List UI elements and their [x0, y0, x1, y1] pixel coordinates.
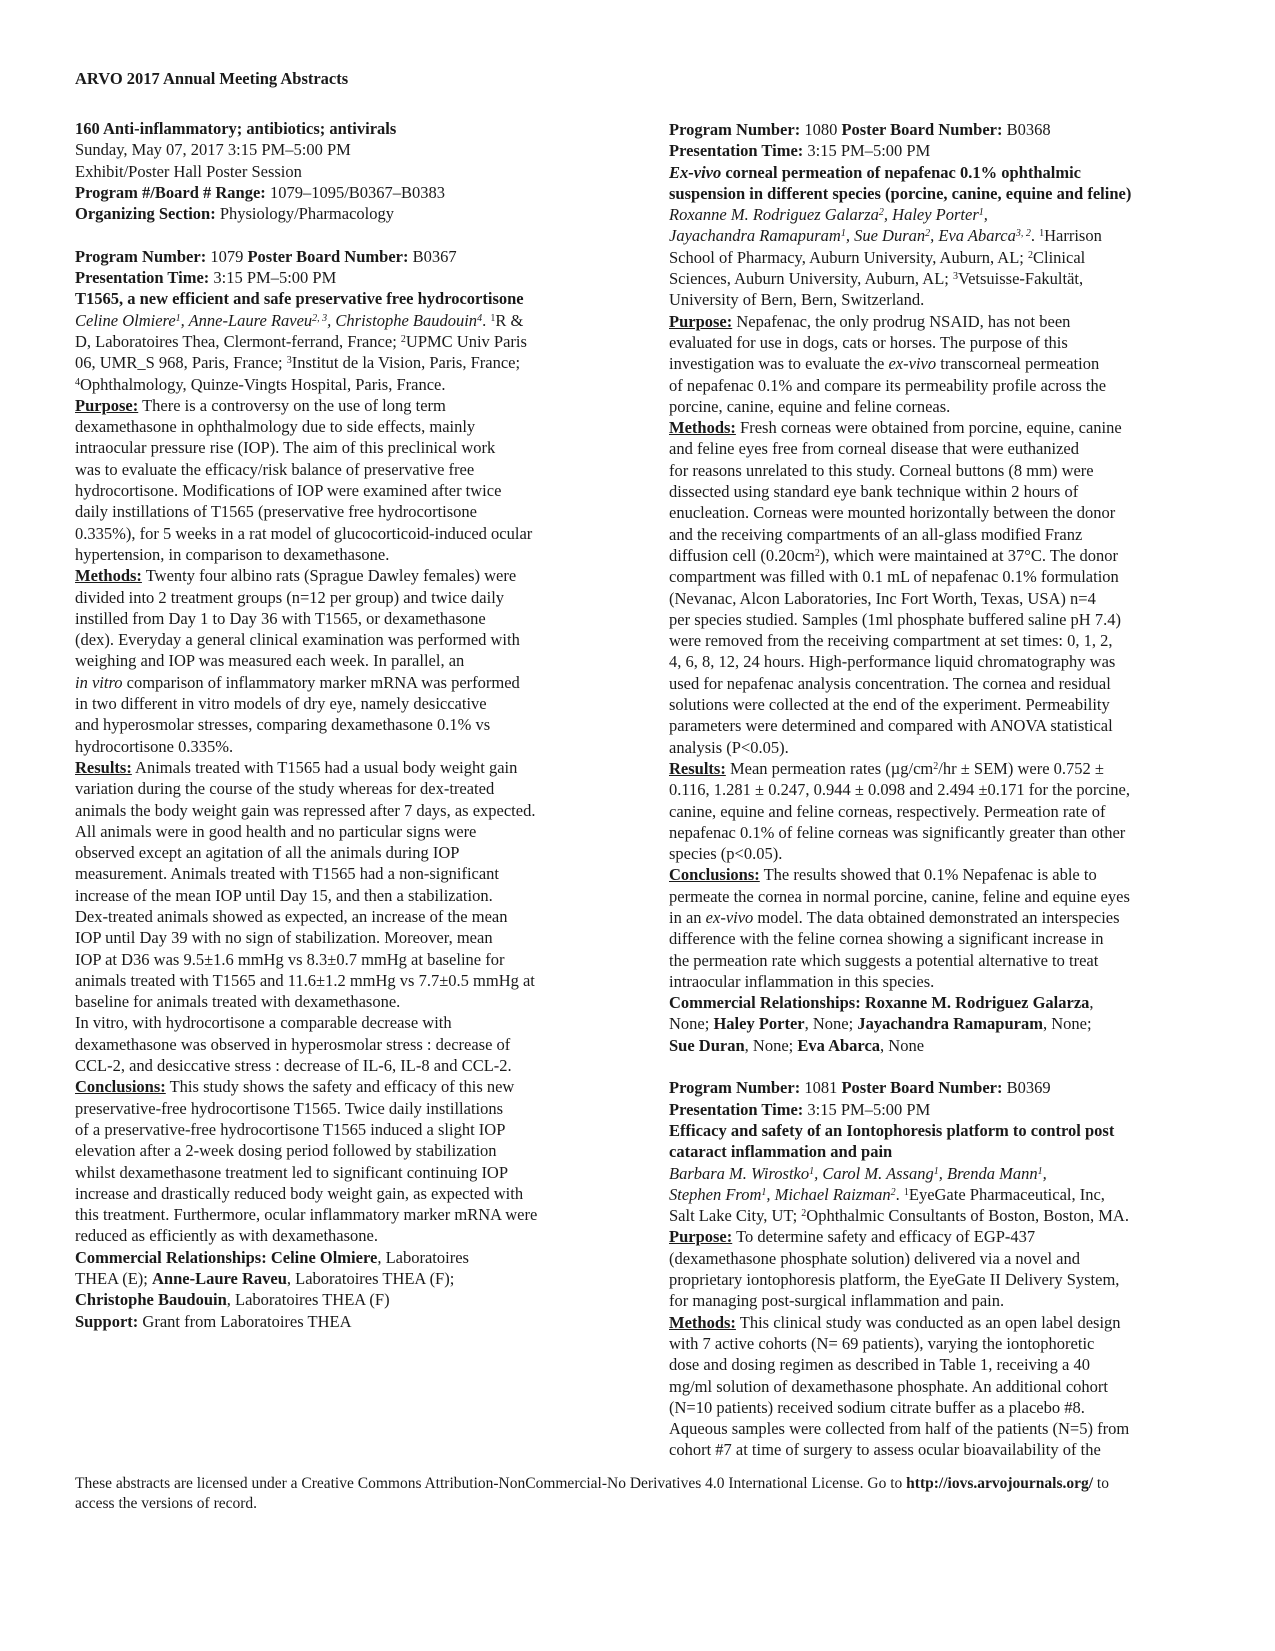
results-text: measurement. Animals treated with T1565 had a non-significant: [75, 864, 500, 884]
support-label: Support:: [75, 1311, 139, 1331]
author: , Michael Raizman: [766, 1184, 891, 1204]
purpose-text: was to evaluate the efficacy/risk balance of preservative free: [75, 459, 475, 479]
conclusions-text: this treatment. Furthermore, ocular inflammatory marker mRNA were: [75, 1205, 538, 1225]
affiliation: .: [482, 310, 491, 330]
methods-text: cohort #7 at time of surgery to assess ocular bioavailability of the: [669, 1440, 1101, 1460]
methods-line: [669, 417, 1194, 438]
conclusions-text: whilst dexamethasone treatment led to significant continuing IOP: [75, 1162, 509, 1182]
results-label: Results:: [75, 757, 132, 777]
methods-line: [75, 565, 600, 586]
methods-text: analysis (P<0.05).: [669, 737, 789, 757]
conclusions-text: intraocular inflammation in this species.: [669, 971, 935, 991]
program-label: Program Number:: [75, 246, 207, 266]
cr-name: Eva Abarca: [797, 1035, 881, 1055]
authors: [669, 204, 1194, 225]
methods-text: and feline eyes free from corneal disease that were euthanized: [669, 439, 1079, 459]
sup: 3: [952, 271, 958, 283]
results-text: Mean permeation rates (µg/cm: [725, 758, 934, 778]
purpose-label: Purpose:: [669, 311, 733, 331]
session-location: Exhibit/Poster Hall Poster Session: [75, 161, 302, 181]
methods-text: mg/ml solution of dexamethasone phosphate. An additional cohort: [669, 1376, 1109, 1396]
affiliation-line: [75, 374, 600, 395]
methods-label: Methods:: [669, 1312, 736, 1332]
range-value: 1079–1095/B0367–B0383: [265, 182, 446, 202]
affiliation: 06, UMR_S 968, Paris, France;: [75, 353, 287, 373]
session-section: [75, 203, 600, 224]
results-text: baseline for animals treated with dexamethasone.: [75, 992, 401, 1012]
cr-text: , None;: [1042, 1014, 1092, 1034]
sup: 4: [75, 376, 80, 388]
purpose-label: Purpose:: [75, 395, 139, 415]
author: ,: [983, 205, 988, 225]
methods-text: in two different in vitro models of dry eye, namely desiccative: [75, 694, 487, 714]
board-label: Poster Board Number:: [841, 1078, 1003, 1098]
purpose-text: Nepafenac, the only prodrug NSAID, has not been: [732, 311, 1071, 331]
abstract-title: suspension in different species (porcine, canine, equine and feline): [669, 183, 1132, 203]
results-text: /hr ± SEM) were 0.752 ±: [938, 758, 1104, 778]
results-text: increase of the mean IOP until Day 15, and then a stabilization.: [75, 885, 493, 905]
methods-text: [669, 545, 1194, 566]
methods-text: (dex). Everyday a general clinical examination was performed with: [75, 630, 520, 650]
sup: 1: [490, 312, 496, 324]
methods-text: instilled from Day 1 to Day 36 with T1565, or dexamethasone: [75, 608, 486, 628]
journal-link[interactable]: http://iovs.arvojournals.org/: [906, 1475, 1094, 1492]
session-date: Sunday, May 07, 2017 3:15 PM–5:00 PM: [75, 140, 351, 160]
methods-text: divided into 2 treatment groups (n=12 per group) and twice daily: [75, 587, 505, 607]
title-text: corneal permeation of nepafenac 0.1% ophthalmic: [721, 162, 1081, 182]
commercial-line: [669, 992, 1194, 1013]
author: Jayachandra Ramapuram: [669, 226, 841, 246]
methods-text: dose and dosing regimen as described in Table 1, receiving a 40: [669, 1355, 1090, 1375]
conclusions-text: of a preservative-free hydrocortisone T1565 induced a slight IOP: [75, 1119, 506, 1139]
purpose-label: Purpose:: [669, 1227, 733, 1247]
affiliation: .: [1030, 226, 1040, 246]
abstract-title: [669, 162, 1194, 183]
methods-text: solutions were collected at the end of the experiment. Permeability: [669, 695, 1110, 715]
time-value: 3:15 PM–5:00 PM: [803, 141, 931, 161]
methods-text: Fresh corneas were obtained from porcine, equine, canine: [735, 418, 1122, 438]
methods-text: per species studied. Samples (1ml phosphate buffered saline pH 7.4): [669, 609, 1121, 629]
results-text: animals the body weight gain was repressed after 7 days, as expected.: [75, 800, 536, 820]
methods-text: [75, 672, 600, 693]
results-text: Animals treated with T1565 had a usual body weight gain: [131, 757, 518, 777]
footer-line: access the versions of record.: [75, 1495, 258, 1512]
author: Celine Olmiere: [75, 310, 176, 330]
methods-line: [669, 1312, 1194, 1333]
cr-text: , Laboratoires: [377, 1247, 469, 1267]
author: , Carol M. Assang: [814, 1163, 934, 1183]
conclusions-text: increase and drastically reduced body weight gain, as expected with: [75, 1183, 524, 1203]
time-label: Presentation Time:: [669, 1099, 804, 1119]
time-label: Presentation Time:: [669, 141, 804, 161]
conclusions-line: [75, 1076, 600, 1097]
methods-text: and the receiving compartments of an all-glass modified Franz: [669, 524, 1083, 544]
purpose-text: intraocular pressure rise (IOP). The aim of this preclinical work: [75, 438, 496, 458]
cr-name: Haley Porter: [713, 1014, 805, 1034]
commercial-label: Commercial Relationships:: [75, 1247, 267, 1267]
conclusions-text: reduced as efficiently as with dexamethasone.: [75, 1226, 378, 1246]
sup: 2: [878, 207, 884, 219]
sup: 1: [175, 312, 181, 324]
board-label: Poster Board Number:: [247, 246, 409, 266]
program-label: Program Number:: [669, 120, 801, 139]
purpose-text: To determine safety and efficacy of EGP-437: [732, 1227, 1036, 1247]
methods-label: Methods:: [669, 418, 736, 438]
results-text: observed except an agitation of all the animals during IOP: [75, 843, 460, 863]
cr-text: None;: [669, 1014, 714, 1034]
cr-name: Celine Olmiere: [266, 1247, 378, 1267]
footer-line: [75, 1474, 1205, 1494]
methods-text: with 7 active cohorts (N= 69 patients), varying the iontophoretic: [669, 1333, 1095, 1353]
results-label: Results:: [669, 758, 726, 778]
methods-text: Aqueous samples were collected from half of the patients (N=5) from: [669, 1419, 1130, 1439]
sup: 4: [477, 312, 483, 324]
methods-text: and hyperosmolar stresses, comparing dexamethasone 0.1% vs: [75, 715, 491, 735]
purpose-line: [669, 311, 1194, 332]
conclusions-text: preservative-free hydrocortisone T1565. Twice daily instillations: [75, 1098, 504, 1118]
program-number: 1079: [206, 246, 248, 266]
author: Barbara M. Wirostko: [669, 1163, 810, 1183]
sup: 3, 2: [1015, 228, 1031, 240]
cr-name: Sue Duran: [669, 1035, 745, 1055]
methods-text: Twenty four albino rats (Sprague Dawley females) were: [141, 566, 517, 586]
affiliation: Ophthalmology, Quinze-Vingts Hospital, Paris, France.: [80, 374, 446, 394]
program-line: [75, 246, 600, 267]
commercial-line: [75, 1247, 600, 1268]
sup: 2: [1028, 249, 1033, 261]
sup: 1: [1039, 228, 1045, 240]
cr-name: Christophe Baudouin: [75, 1290, 227, 1310]
abstract-title: T1565, a new efficient and safe preservative free hydrocortisone: [75, 289, 524, 309]
methods-text: diffusion cell (0.20cm: [669, 545, 815, 565]
time-line: [669, 140, 1194, 161]
conclusions-text: [669, 907, 1194, 928]
commercial-line: [75, 1268, 600, 1289]
cr-text: THEA (E);: [75, 1269, 152, 1289]
purpose-text: evaluated for use in dogs, cats or horses. The purpose of this: [669, 332, 1068, 352]
methods-text: comparison of inflammatory marker mRNA was performed: [122, 672, 520, 692]
results-text: IOP at D36 was 9.5±1.6 mmHg vs 8.3±0.7 mmHg at baseline for: [75, 949, 505, 969]
results-text: IOP until Day 39 with no sign of stabilization. Moreover, mean: [75, 928, 493, 948]
methods-text: weighing and IOP was measured each week. In parallel, an: [75, 651, 465, 671]
purpose-text: proprietary iontophoresis platform, the EyeGate II Delivery System,: [669, 1270, 1120, 1290]
purpose-text: transcorneal permeation: [936, 354, 1100, 374]
purpose-text: for managing post-surgical inflammation and pain.: [669, 1291, 1005, 1311]
methods-text: enucleation. Corneas were mounted horizontally between the donor: [669, 503, 1116, 523]
purpose-text: hydrocortisone. Modifications of IOP were examined after twice: [75, 481, 502, 501]
author: Stephen From: [669, 1184, 762, 1204]
board-number: B0369: [1002, 1078, 1051, 1098]
range-label: Program #/Board # Range:: [75, 182, 266, 202]
sup: 3: [286, 355, 292, 367]
time-value: 3:15 PM–5:00 PM: [803, 1099, 931, 1119]
author: , Haley Porter: [883, 205, 979, 225]
affiliation-line: [75, 352, 600, 373]
conclusions-text: The results showed that 0.1% Nepafenac is able to: [759, 865, 1097, 885]
purpose-italic: ex-vivo: [888, 354, 937, 374]
affiliation-line: [75, 331, 600, 352]
purpose-text: 0.335%), for 5 weeks in a rat model of glucocorticoid-induced ocular: [75, 523, 533, 543]
program-label: Program Number:: [669, 1078, 801, 1098]
author: , Anne-Laure Raveu: [180, 310, 313, 330]
methods-text: parameters were determined and compared with ANOVA statistical: [669, 716, 1113, 736]
cr-text: , Laboratoires THEA (F): [226, 1290, 390, 1310]
purpose-text: dexamethasone in ophthalmology due to side effects, mainly: [75, 417, 476, 437]
purpose-text: of nepafenac 0.1% and compare its permeability profile across the: [669, 375, 1107, 395]
conclusions-text: model. The data obtained demonstrated an interspecies: [753, 907, 1120, 927]
commercial-line: [75, 1289, 600, 1310]
results-text: nepafenac 0.1% of feline corneas was significantly greater than other: [669, 822, 1126, 842]
purpose-text: [669, 353, 1194, 374]
results-text: species (p<0.05).: [669, 844, 783, 864]
program-number: 1080: [800, 120, 842, 139]
affiliation: .: [895, 1184, 904, 1204]
methods-text: dissected using standard eye bank technique within 2 hours of: [669, 482, 1079, 502]
program-number: 1081: [800, 1078, 842, 1098]
authors: [669, 1163, 1194, 1184]
page-title: ARVO 2017 Annual Meeting Abstracts: [75, 69, 349, 88]
board-number: B0368: [1002, 120, 1051, 139]
purpose-text: hypertension, in comparison to dexamethasone.: [75, 544, 390, 564]
commercial-label: Commercial Relationships:: [669, 993, 861, 1013]
affiliation: Ophthalmic Consultants of Boston, Boston, MA.: [806, 1206, 1129, 1226]
session-range: [75, 182, 600, 203]
affiliation: Sciences, Auburn University, Auburn, AL;: [669, 269, 953, 289]
author: , Eva Abarca: [930, 226, 1016, 246]
results-text: Dex-treated animals showed as expected, an increase of the mean: [75, 906, 508, 926]
cr-text: , Laboratoires THEA (F);: [286, 1269, 455, 1289]
left-column: [75, 118, 600, 1332]
abstract-1080: [669, 119, 1194, 1056]
sup: 1: [761, 1186, 767, 1198]
cr-text: ,: [1089, 993, 1094, 1013]
authors: [669, 1184, 1194, 1205]
footer-text: These abstracts are licensed under a Creative Commons Attribution-NonCommercial-No Derivatives 4.0 International License. Go to: [75, 1475, 907, 1492]
authors: [669, 225, 1194, 246]
time-line: [669, 1099, 1194, 1120]
cr-name: Jayachandra Ramapuram: [857, 1014, 1043, 1034]
abstract-1079: [75, 246, 600, 1332]
affiliation-line: [669, 268, 1194, 289]
title-italic: Ex-vivo: [669, 162, 722, 182]
author: Roxanne M. Rodriguez Galarza: [669, 205, 879, 225]
purpose-line: [669, 1226, 1194, 1247]
abstract-title: Efficacy and safety of an Iontophoresis platform to control post: [669, 1120, 1115, 1140]
conclusions-label: Conclusions:: [669, 865, 760, 885]
program-line: [669, 119, 1194, 140]
affiliation: School of Pharmacy, Auburn University, Auburn, AL;: [669, 247, 1028, 267]
results-text: In vitro, with hydrocortisone a comparable decrease with: [75, 1013, 452, 1033]
program-line: [669, 1077, 1194, 1098]
methods-text: compartment was filled with 0.1 mL of nepafenac 0.1% formulation: [669, 567, 1119, 587]
commercial-line: [669, 1035, 1194, 1056]
sup: 1: [1037, 1165, 1043, 1177]
affiliation: D, Laboratoires Thea, Clermont-ferrand, France;: [75, 331, 401, 351]
methods-italic: in vitro: [75, 672, 123, 692]
methods-text: This clinical study was conducted as an open label design: [735, 1312, 1121, 1332]
cr-text: , None: [880, 1035, 925, 1055]
methods-text: for reasons unrelated to this study. Corneal buttons (8 mm) were: [669, 460, 1094, 480]
affiliation: Salt Lake City, UT;: [669, 1206, 802, 1226]
cr-name: Anne-Laure Raveu: [151, 1269, 287, 1289]
methods-text: ), which were maintained at 37°C. The donor: [819, 545, 1119, 565]
author: , Sue Duran: [845, 226, 926, 246]
purpose-text: There is a controversy on the use of long term: [138, 395, 446, 415]
methods-text: used for nepafenac analysis concentration. The cornea and residual: [669, 673, 1111, 693]
results-line: [669, 758, 1194, 779]
sup: 2: [814, 547, 820, 559]
right-column: [669, 119, 1194, 1461]
affiliation: R &: [495, 310, 524, 330]
session-title: 160 Anti-inflammatory; antibiotics; antivirals: [75, 119, 397, 138]
results-text: CCL-2, and desiccative stress : decrease of IL-6, IL-8 and CCL-2.: [75, 1056, 512, 1076]
results-text: All animals were in good health and no particular signs were: [75, 821, 477, 841]
section-value: Physiology/Pharmacology: [215, 204, 394, 224]
methods-text: (Nevanac, Alcon Laboratories, Inc Fort Worth, Texas, USA) n=4: [669, 588, 1096, 608]
conclusions-text: difference with the feline cornea showing a significant increase in: [669, 929, 1104, 949]
sup: 1: [933, 1165, 939, 1177]
methods-text: 4, 6, 8, 12, 24 hours. High-performance liquid chromatography was: [669, 652, 1116, 672]
authors: [75, 310, 600, 331]
affiliation-line: [669, 247, 1194, 268]
methods-text: hydrocortisone 0.335%.: [75, 736, 234, 756]
sup: 2: [925, 228, 931, 240]
conclusions-text: permeate the cornea in normal porcine, canine, feline and equine eyes: [669, 886, 1130, 906]
conclusions-text: elevation after a 2-week dosing period followed by stabilization: [75, 1141, 497, 1161]
conclusions-label: Conclusions:: [75, 1077, 166, 1097]
affiliation-line: University of Bern, Bern, Switzerland.: [669, 290, 925, 310]
purpose-text: investigation was to evaluate the: [669, 354, 889, 374]
purpose-line: [75, 395, 600, 416]
affiliation: Harrison: [1044, 226, 1102, 246]
results-line: [75, 757, 600, 778]
affiliation: Vetsuisse-Fakultät,: [957, 269, 1084, 289]
sup: 2, 3: [312, 312, 328, 324]
affiliation: EyeGate Pharmaceutical, Inc,: [908, 1184, 1105, 1204]
commercial-line: [669, 1013, 1194, 1034]
purpose-text: (dexamethasone phosphate solution) delivered via a novel and: [669, 1248, 1080, 1268]
abstract-1081: [669, 1077, 1194, 1460]
cr-text: , None;: [804, 1014, 858, 1034]
results-text: variation during the course of the study whereas for dex-treated: [75, 779, 495, 799]
cr-name: Roxanne M. Rodriguez Galarza: [860, 993, 1090, 1013]
results-text: dexamethasone was observed in hyperosmolar stress : decrease of: [75, 1034, 511, 1054]
time-value: 3:15 PM–5:00 PM: [209, 268, 337, 288]
affiliation: Clinical: [1033, 247, 1086, 267]
purpose-text: porcine, canine, equine and feline corneas.: [669, 396, 951, 416]
author: , Christophe Baudouin: [327, 310, 478, 330]
license-footer: [75, 1474, 1205, 1514]
conclusions-text: the permeation rate which suggests a potential alternative to treat: [669, 950, 1099, 970]
author: , Brenda Mann: [938, 1163, 1038, 1183]
methods-text: were removed from the receiving compartment at set times: 0, 1, 2,: [669, 631, 1113, 651]
sup: 2: [933, 760, 939, 772]
sup: 1: [978, 207, 984, 219]
conclusions-text: This study shows the safety and efficacy of this new: [165, 1077, 515, 1097]
support-text: Grant from Laboratoires THEA: [138, 1311, 352, 1331]
cr-text: , None;: [744, 1035, 798, 1055]
abstract-title: cataract inflammation and pain: [669, 1142, 893, 1162]
time-line: [75, 267, 600, 288]
affiliation-line: [669, 1205, 1194, 1226]
results-text: animals treated with T1565 and 11.6±1.2 mmHg vs 7.7±0.5 mmHg at: [75, 970, 535, 990]
sup: 1: [903, 1186, 909, 1198]
footer-text: to: [1093, 1475, 1109, 1492]
affiliation: UPMC Univ Paris: [405, 331, 527, 351]
section-label: Organizing Section:: [75, 204, 216, 224]
conclusions-line: [669, 864, 1194, 885]
results-text: canine, equine and feline corneas, respectively. Permeation rate of: [669, 801, 1106, 821]
board-label: Poster Board Number:: [841, 120, 1003, 139]
methods-text: (N=10 patients) received sodium citrate buffer as a placebo #8.: [669, 1397, 1085, 1417]
sup: 2: [890, 1186, 896, 1198]
sup: 1: [809, 1165, 815, 1177]
affiliation: Institut de la Vision, Paris, France;: [291, 353, 521, 373]
board-number: B0367: [408, 246, 457, 266]
sup: 2: [400, 333, 406, 345]
support-line: [75, 1311, 600, 1332]
methods-label: Methods:: [75, 566, 142, 586]
results-text: 0.116, 1.281 ± 0.247, 0.944 ± 0.098 and 2.494 ±0.171 for the porcine,: [669, 780, 1131, 800]
conclusions-italic: ex-vivo: [705, 907, 754, 927]
conclusions-text: in an: [669, 907, 706, 927]
sup: 1: [840, 228, 846, 240]
purpose-text: daily instillations of T1565 (preservative free hydrocortisone: [75, 502, 478, 522]
sup: 2: [801, 1208, 807, 1220]
author: ,: [1042, 1163, 1047, 1183]
time-label: Presentation Time:: [75, 268, 210, 288]
